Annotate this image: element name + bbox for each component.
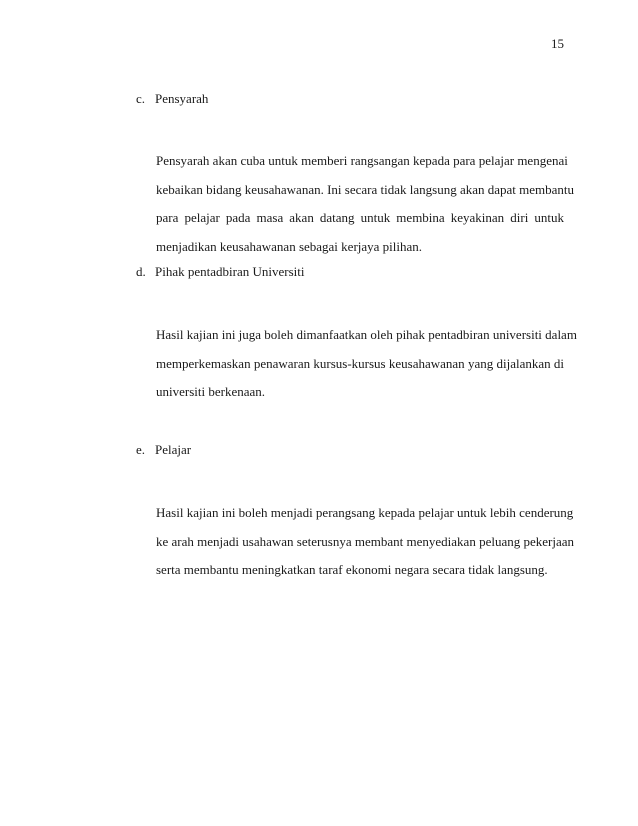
section-c-heading (136, 91, 208, 107)
paragraph-line: para pelajar pada masa akan datang untuk membina keyakinan diri untuk (156, 210, 564, 225)
paragraph-line: universiti berkenaan. (156, 384, 266, 399)
paragraph-line: Hasil kajian ini boleh menjadi perangsang kepada pelajar untuk lebih cenderung (156, 505, 574, 520)
section-letter: c. (136, 91, 146, 106)
section-d-paragraph (156, 321, 577, 407)
paragraph-line: memperkemaskan penawaran kursus-kursus keusahawanan yang dijalankan di (156, 355, 564, 371)
paragraph-line: ke arah menjadi usahawan seterusnya membant menyediakan peluang pekerjaan (156, 533, 574, 549)
section-e-paragraph (156, 499, 574, 585)
section-letter: d. (136, 264, 146, 279)
section-d-heading (136, 264, 304, 280)
section-title: Pelajar (155, 442, 192, 457)
section-title: Pensyarah (155, 91, 209, 106)
paragraph-line: menjadikan keusahawanan sebagai kerjaya pilihan. (156, 238, 423, 254)
paragraph-line: serta membantu meningkatkan taraf ekonomi negara secara tidak langsung. (156, 562, 548, 577)
section-letter: e. (136, 442, 146, 457)
paragraph-line: Hasil kajian ini juga boleh dimanfaatkan oleh pihak pentadbiran universiti dalam (156, 327, 577, 342)
paragraph-line: kebaikan bidang keusahawanan. Ini secara tidak langsung akan dapat membantu (156, 181, 575, 197)
section-e-heading (136, 442, 191, 458)
paragraph-line: Pensyarah akan cuba untuk memberi rangsangan kepada para pelajar mengenai (156, 153, 568, 168)
section-c-paragraph (156, 147, 575, 261)
section-title: Pihak pentadbiran Universiti (155, 264, 305, 279)
page-number: 15 (551, 36, 564, 51)
